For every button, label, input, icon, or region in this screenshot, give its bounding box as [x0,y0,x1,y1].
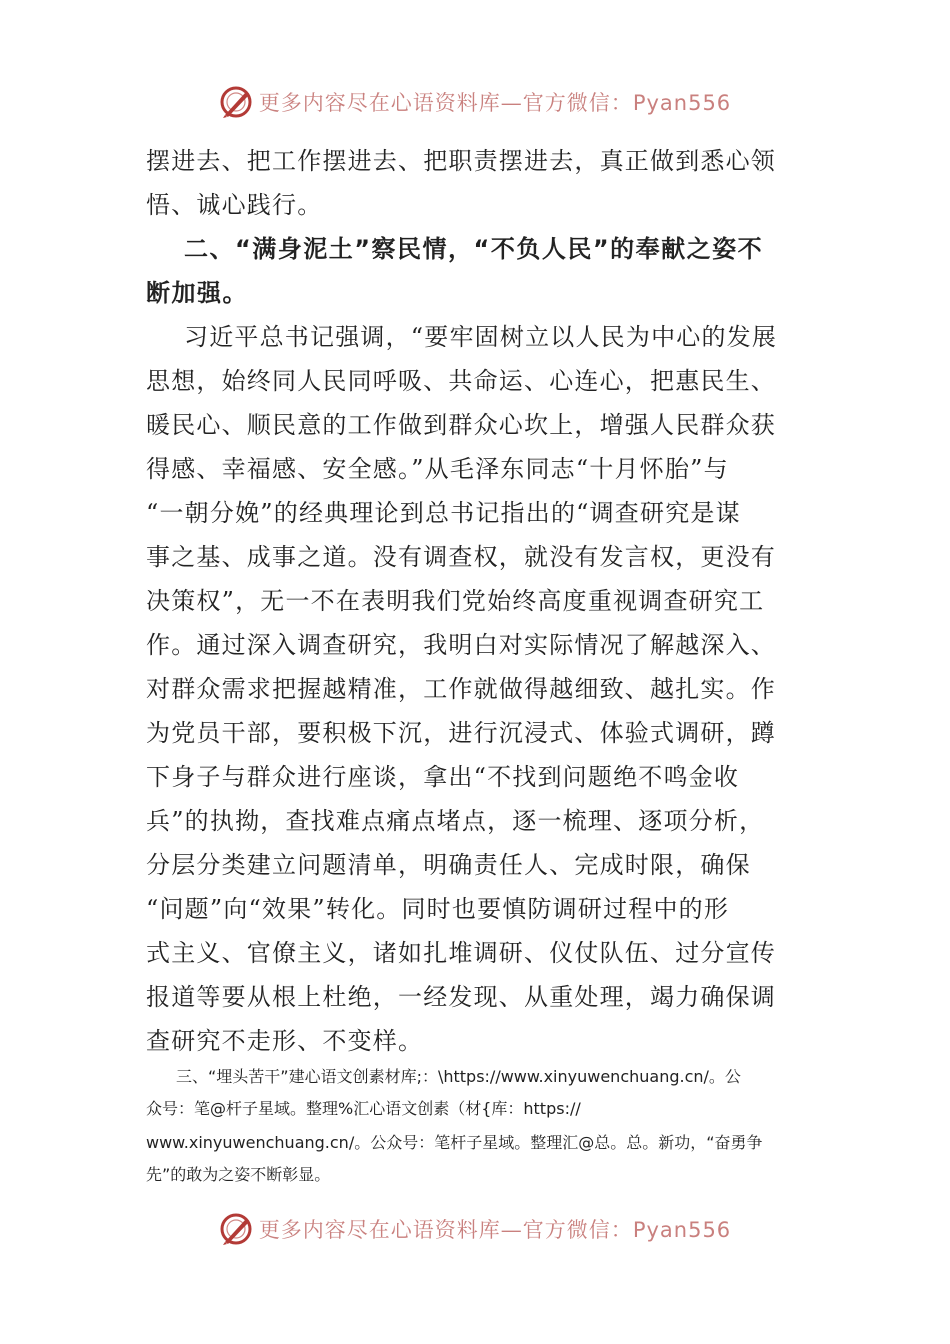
body-line: 分层分类建立问题清单，明确责任人、完成时限，确保 [146,851,751,879]
pen-logo-icon [219,1212,253,1246]
wechat-id: Pyan556 [632,1218,732,1242]
small-line: www.xinyuwenchuang.cn/。公众号：笔杆子星域。整理汇@总。总。新功，“奋勇争 [146,1133,763,1152]
body-line: “一朝分娩”的经典理论到总书记指出的“调查研究是谋 [146,499,741,527]
body-line: 兵”的执拗，查找难点痛点堵点，逐一梳理、逐项分析， [146,807,765,835]
section-heading: 二、“满身泥土”察民情，“不负人民”的奉献之姿不 [184,235,764,263]
body-line: 式主义、官僚主义，诸如扎堆调研、仪仗队伍、过分宣传 [146,939,776,967]
body-line: 摆进去、把工作摆进去、把职责摆进去，真正做到悉心领 [146,147,776,175]
small-line: 先”的敢为之姿不断彰显。 [146,1165,331,1184]
body-line: “问题”向“效果”转化。同时也要慎防调研过程中的形 [146,895,730,923]
body-line: 暖民心、顺民意的工作做到群众心坎上，增强人民群众获 [146,411,776,439]
small-line: 众号：笔@杆子星域。整理%汇心语文创素（材{库：https:// [146,1099,581,1118]
body-line: 为党员干部，要积极下沉，进行沉浸式、体验式调研，蹲 [146,719,776,747]
header-banner [0,82,950,122]
body-line: 事之基、成事之道。没有调查权，就没有发言权，更没有 [146,543,776,571]
wechat-id: Pyan556 [632,91,732,115]
body-line: 决策权”，无一不在表明我们党始终高度重视调查研究工 [146,587,765,615]
small-line: 三、“埋头苦干”建心语文创素材库;：\https://www.xinyuwenchuang.cn/。公 [176,1067,741,1086]
body-line: 得感、幸福感、安全感。”从毛泽东同志“十月怀胎”与 [146,455,729,483]
body-line: 对群众需求把握越精准，工作就做得越细致、越扎实。作 [146,675,776,703]
banner-text: 更多内容尽在心语资料库—官方微信：Pyan556 [258,1218,732,1242]
body-line: 作。通过深入调查研究，我明白对实际情况了解越深入、 [146,631,776,659]
footer-banner [0,1209,950,1249]
body-line: 下身子与群众进行座谈，拿出“不找到问题绝不鸣金收 [146,763,740,791]
body-line: 查研究不走形、不变样。 [146,1027,424,1055]
body-line: 悟、诚心践行。 [146,191,323,219]
pen-logo-icon [219,85,253,119]
body-line: 习近平总书记强调，“要牢固树立以人民为中心的发展 [184,323,778,351]
banner-text: 更多内容尽在心语资料库—官方微信：Pyan556 [258,91,732,115]
body-line: 报道等要从根上杜绝，一经发现、从重处理，竭力确保调 [146,983,776,1011]
section-heading: 断加强。 [146,279,248,307]
body-line: 思想，始终同人民同呼吸、共命运、心连心，把惠民生、 [146,367,776,395]
